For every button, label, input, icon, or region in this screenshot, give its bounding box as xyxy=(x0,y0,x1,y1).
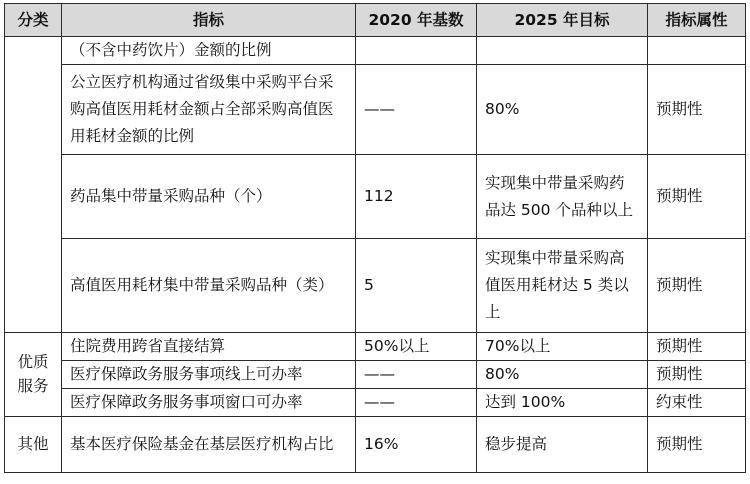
base-cell: 112 xyxy=(356,155,477,239)
indicator-table xyxy=(4,3,746,473)
base-cell: 16% xyxy=(356,417,477,473)
table-row xyxy=(5,65,746,155)
target-cell: 实现集中带量采购药品达 500 个品种以上 xyxy=(477,155,648,239)
attribute-cell: 预期性 xyxy=(648,417,746,473)
category-other: 其他 xyxy=(5,417,62,473)
base-cell: 50%以上 xyxy=(356,333,477,361)
table-row xyxy=(5,155,746,239)
base-cell: —— xyxy=(356,389,477,417)
table-row xyxy=(5,361,746,389)
indicator-cell: 公立医疗机构通过省级集中采购平台采购高值医用耗材金额占全部采购高值医用耗材金额的比例 xyxy=(62,65,356,155)
attribute-cell: 预期性 xyxy=(648,155,746,239)
indicator-cell: 住院费用跨省直接结算 xyxy=(62,333,356,361)
header-indicator: 指标 xyxy=(62,4,356,37)
indicator-cell: 药品集中带量采购品种（个） xyxy=(62,155,356,239)
header-category: 分类 xyxy=(5,4,62,37)
indicator-cell: （不含中药饮片）金额的比例 xyxy=(62,37,356,65)
table-row xyxy=(5,239,746,333)
base-cell xyxy=(356,37,477,65)
indicator-cell: 基本医疗保险基金在基层医疗机构占比 xyxy=(62,417,356,473)
target-cell: 80% xyxy=(477,65,648,155)
attribute-cell: 约束性 xyxy=(648,389,746,417)
target-cell xyxy=(477,37,648,65)
target-cell: 稳步提高 xyxy=(477,417,648,473)
header-target-2025: 2025 年目标 xyxy=(477,4,648,37)
base-cell: 5 xyxy=(356,239,477,333)
table-row xyxy=(5,389,746,417)
category-service-label: 优质服务 xyxy=(17,352,49,395)
target-cell: 实现集中带量采购高值医用耗材达 5 类以上 xyxy=(477,239,648,333)
table-row xyxy=(5,333,746,361)
header-attribute: 指标属性 xyxy=(648,4,746,37)
attribute-cell xyxy=(648,37,746,65)
table-row xyxy=(5,417,746,473)
indicator-cell: 医疗保障政务服务事项窗口可办率 xyxy=(62,389,356,417)
category-service xyxy=(5,333,62,417)
table-row xyxy=(5,37,746,65)
target-cell: 达到 100% xyxy=(477,389,648,417)
indicator-cell: 医疗保障政务服务事项线上可办率 xyxy=(62,361,356,389)
indicator-cell: 高值医用耗材集中带量采购品种（类） xyxy=(62,239,356,333)
category-cell-continued xyxy=(5,37,62,333)
table-header-row xyxy=(5,4,746,37)
attribute-cell: 预期性 xyxy=(648,333,746,361)
base-cell: —— xyxy=(356,65,477,155)
base-cell: —— xyxy=(356,361,477,389)
attribute-cell: 预期性 xyxy=(648,65,746,155)
header-base-2020: 2020 年基数 xyxy=(356,4,477,37)
attribute-cell: 预期性 xyxy=(648,361,746,389)
target-cell: 70%以上 xyxy=(477,333,648,361)
target-cell: 80% xyxy=(477,361,648,389)
attribute-cell: 预期性 xyxy=(648,239,746,333)
